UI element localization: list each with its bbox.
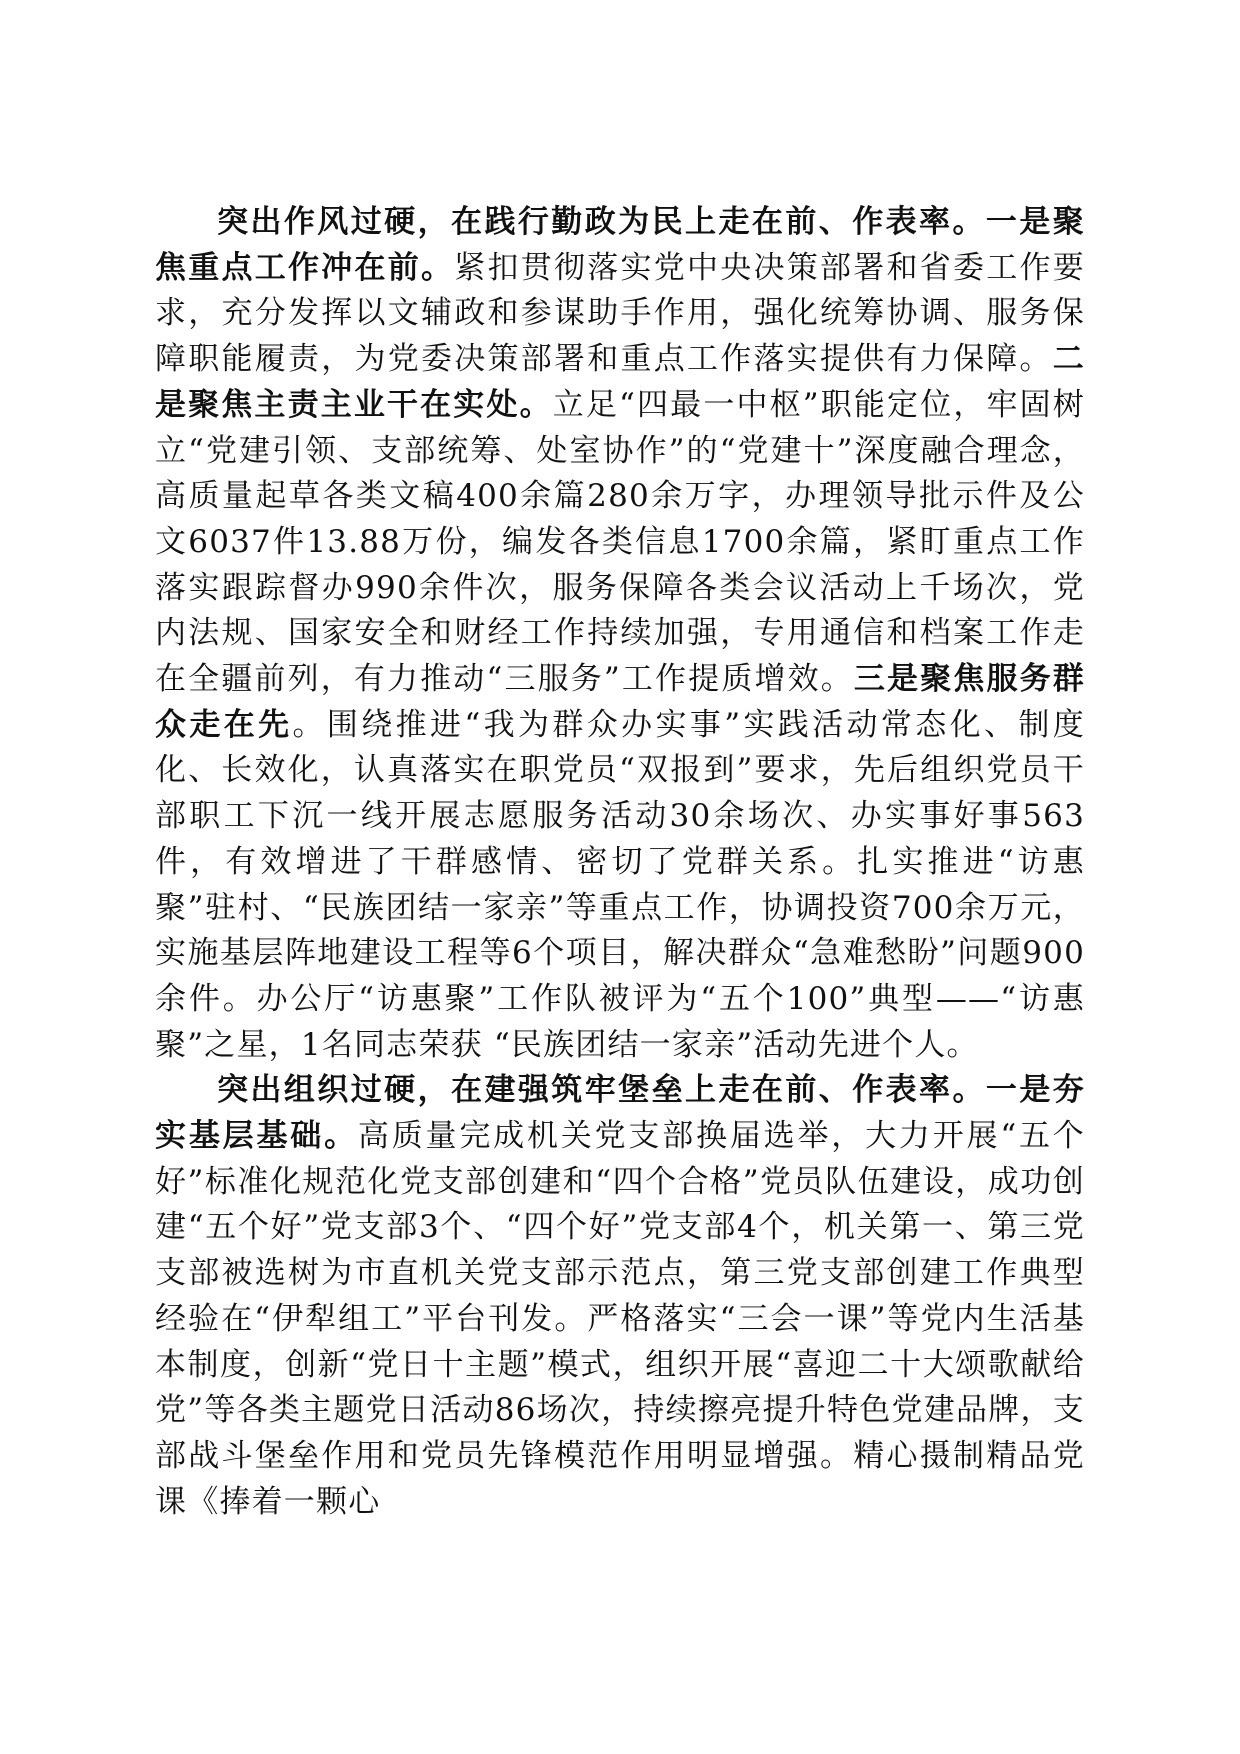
point-heading: 三是聚焦服务群众走在先 bbox=[155, 661, 1085, 743]
body-text: 紧扣贯彻落实党中央决策部署和省委工作要求，充分发挥以文辅政和参谋助手作用，强化统筹协调、服务保障职能履责，为党委决策部署和重点工作落实提供有力保障。 bbox=[155, 249, 1085, 378]
body-text: 高质量完成机关党支部换届选举，大力开展“五个好”标准化规范化党支部创建和“四个合格”党员队伍建设，成功创建“五个好”党支部3个、“四个好”党支部4个，机关第一、第三党支部被选树为市直机关党支部示范点，第三党支部创建工作典型经验在“伊犁组工”平台刊发。严格落实“三会一课”等党内生活基本制度，创新“党日十主题”模式，组织开展“喜迎二十大颂歌献给党”等各类主题党日活动86场次，持续擦亮提升特色党建品牌，支部战斗堡垒作用和党员先锋模范作用明显增强。精心摄制精品党课《捧着一颗心 bbox=[155, 1118, 1086, 1520]
section-heading: 突出作风过硬，在践行勤政为民上走在前、作表率。 bbox=[217, 204, 986, 240]
point-heading: 一是聚焦重点工作冲在前。 bbox=[155, 204, 1085, 286]
section-heading: 突出组织过硬，在建强筑牢堡垒上走在前、作表率。 bbox=[217, 1072, 986, 1109]
paragraph-organization bbox=[155, 1068, 1085, 1525]
paragraph-work-style bbox=[155, 200, 1085, 1068]
document-page bbox=[155, 200, 1085, 1525]
point-heading: 二是聚焦主责主业干在实处。 bbox=[155, 341, 1085, 423]
point-heading: 一是夯实基层基础。 bbox=[155, 1072, 1085, 1155]
body-text: 。围绕推进“我为群众办实事”实践活动常态化、制度化、长效化，认真落实在职党员“双报到”要求，先后组织党员干部职工下沉一线开展志愿服务活动30余场次、办实事好事563件，有效增进了干群感情、密切了党群关系。扎实推进“访惠聚”驻村、“民族团结一家亲”等重点工作，协调投资700余万元，实施基层阵地建设工程等6个项目，解决群众“急难愁盼”问题900余件。办公厅“访惠聚”工作队被评为“五个100”典型——“访惠聚”之星，1名同志荣获 “民族团结一家亲”活动先进个人。 bbox=[155, 706, 1085, 1063]
body-text: 立足“四最一中枢”职能定位，牢固树立“党建引领、支部统筹、处室协作”的“党建十”深度融合理念，高质量起草各类文稿400余篇280余万字，办理领导批示件及公文6037件13.88万份，编发各类信息1700余篇，紧盯重点工作落实跟踪督办990余件次，服务保障各类会议活动上千场次，党内法规、国家安全和财经工作持续加强，专用通信和档案工作走在全疆前列，有力推动“三服务”工作提质增效。 bbox=[155, 386, 1085, 698]
